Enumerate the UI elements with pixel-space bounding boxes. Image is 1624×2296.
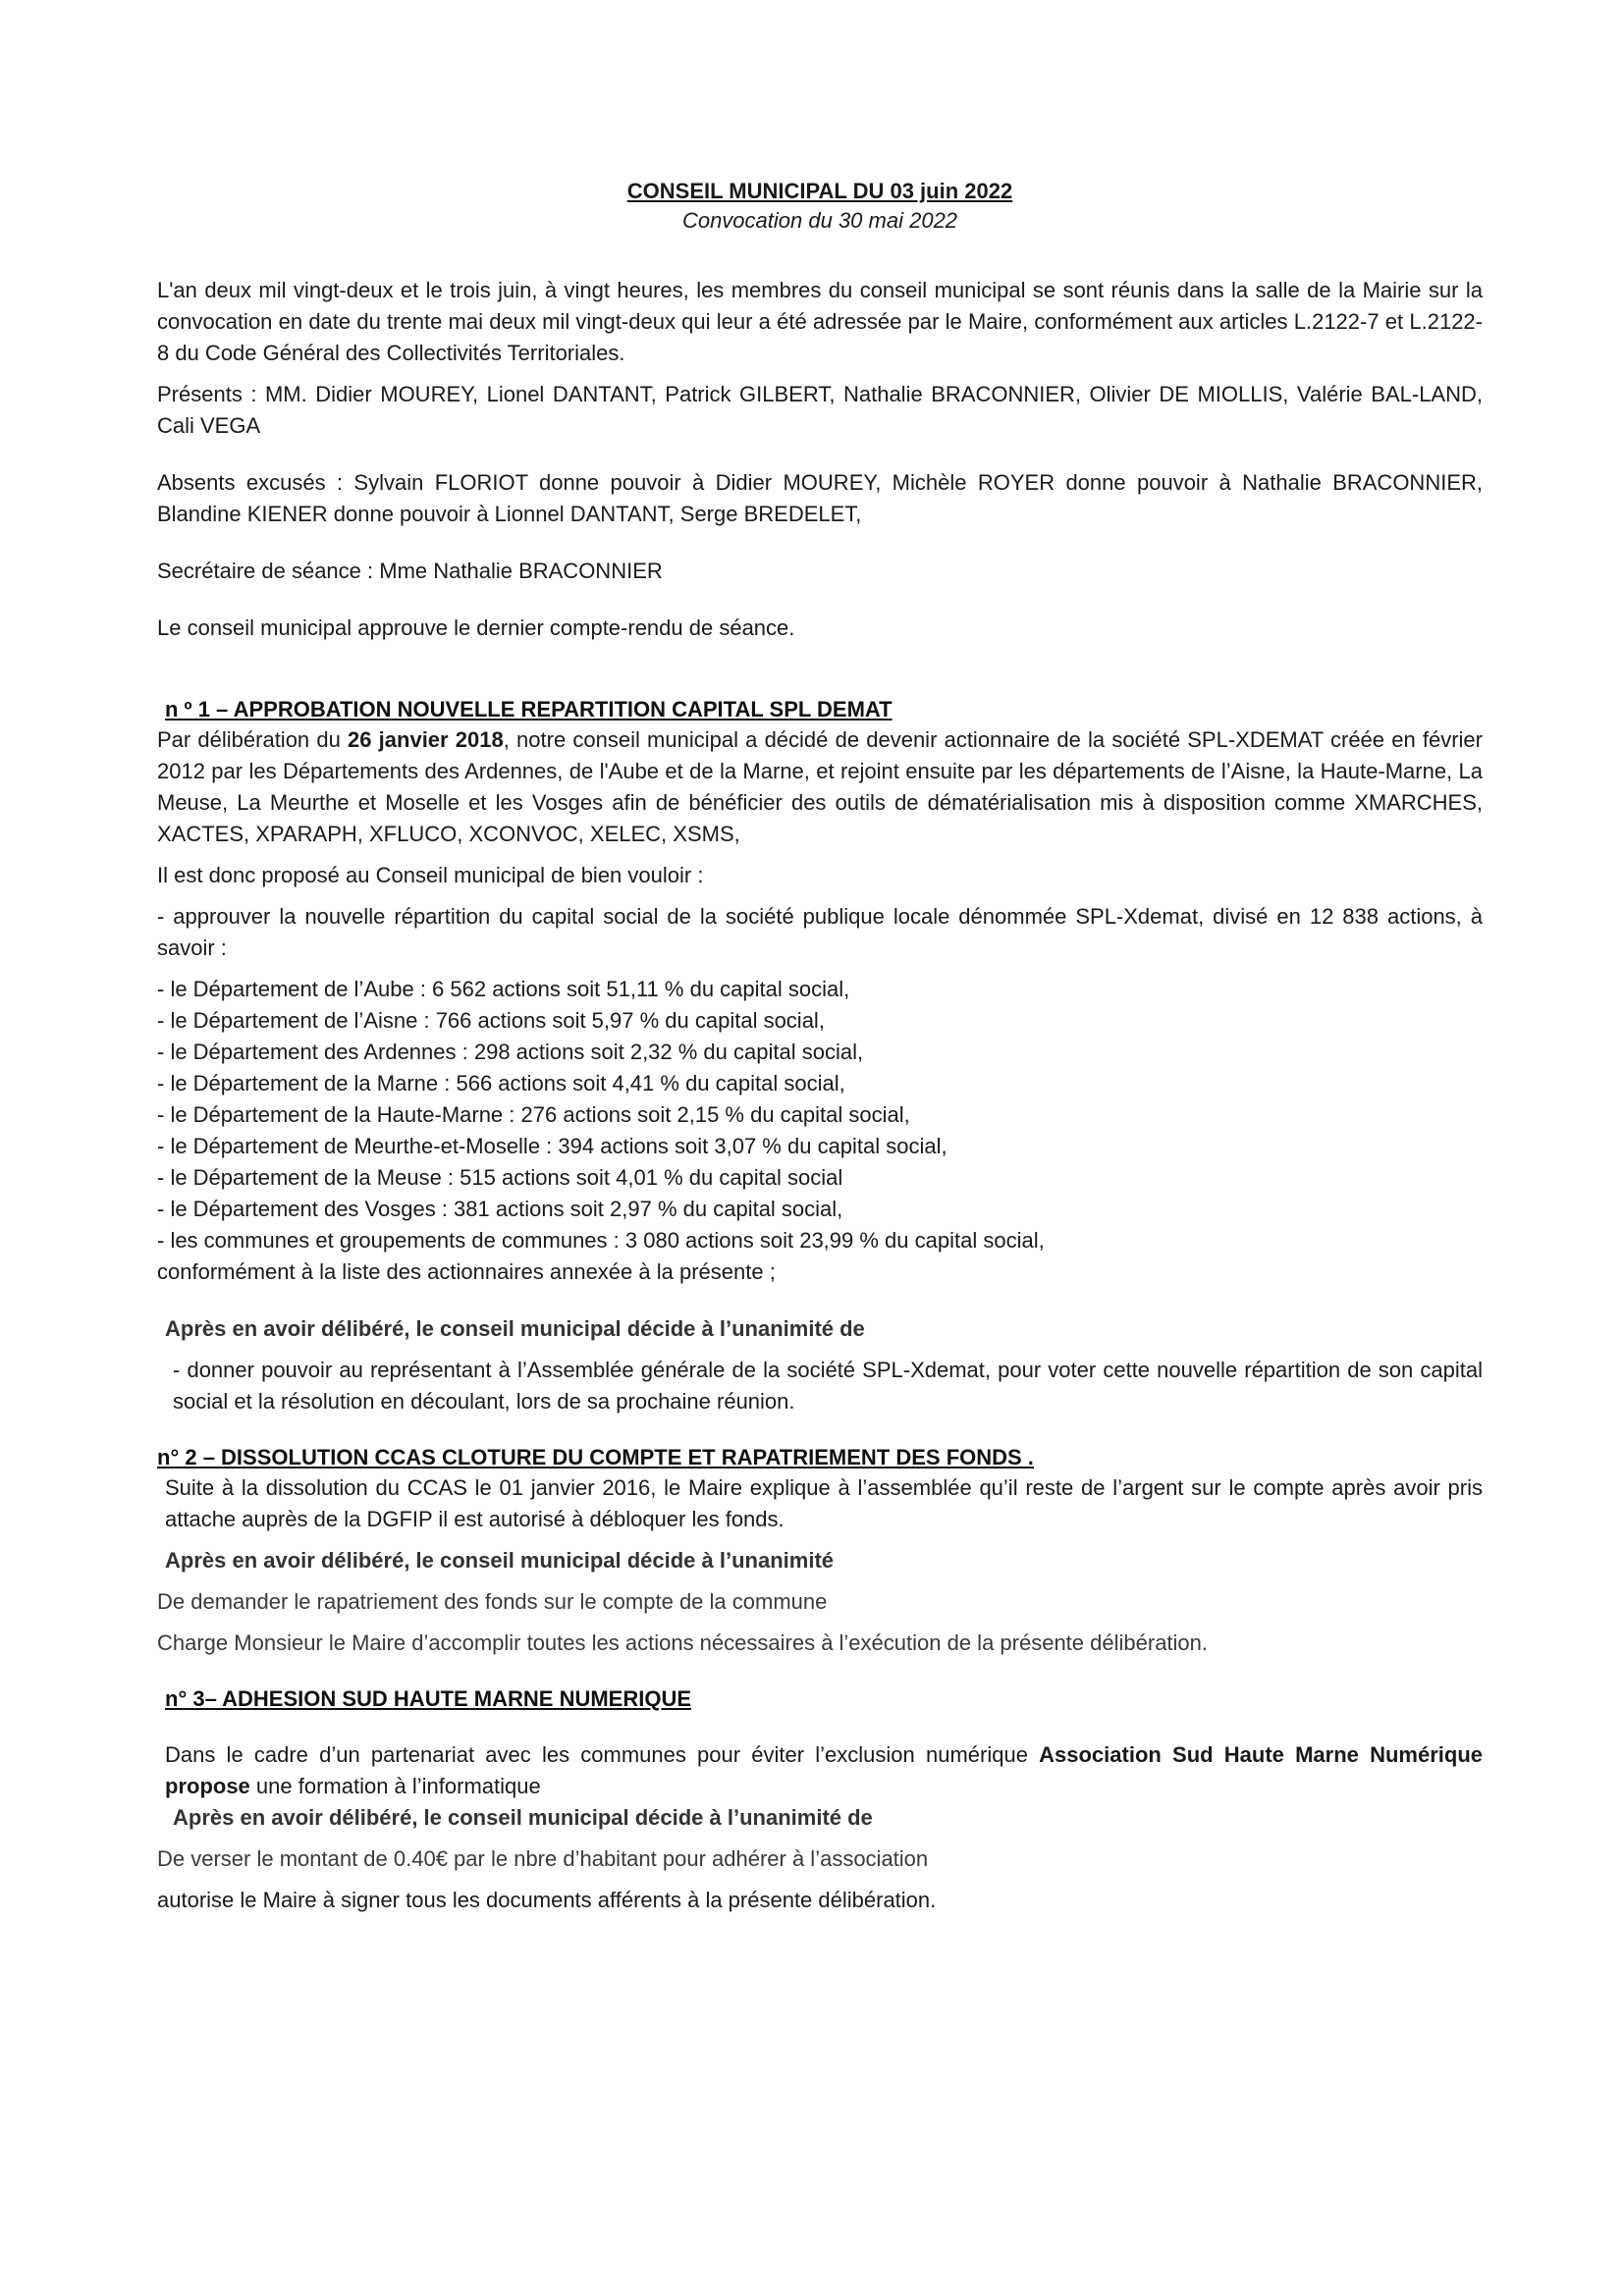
item1-approve: - approuver la nouvelle répartition du capital social de la société publique locale dénommée SPL-Xdemat, divisé en 12 838 actions, à savoir : (157, 904, 1483, 960)
intro-absents: Absents excusés : Sylvain FLORIOT donne pouvoir à Didier MOUREY, Michèle ROYER donne pouvoir à Nathalie BRACONNIER, Blandine KIENER donne pouvoir à Lionnel DANTANT, Serge BREDELET, (157, 470, 1483, 526)
item3-decision: Après en avoir délibéré, le conseil municipal décide à l’unanimité de (173, 1805, 873, 1830)
list-item: - le Département de l’Aube : 6 562 actions soit 51,11 % du capital social, (157, 977, 850, 1001)
item2-decision: Après en avoir délibéré, le conseil municipal décide à l’unanimité (165, 1548, 835, 1573)
item3-para-after: une formation à l’informatique (249, 1774, 541, 1798)
item1-action: - donner pouvoir au représentant à l’Assemblée générale de la société SPL-Xdemat, pour voter cette nouvelle répartition de son capital social et la résolution en découlant, lors de sa prochaine réunion. (173, 1358, 1483, 1414)
item1-paragraph (157, 724, 1483, 850)
list-item: - le Département de Meurthe-et-Moselle : 394 actions soit 3,07 % du capital social, (157, 1134, 947, 1158)
item3-action-1: De verser le montant de 0.40€ par le nbre d’habitant pour adhérer à l’association (157, 1846, 929, 1871)
document-title: CONSEIL MUNICIPAL DU 03 juin 2022 (626, 179, 1013, 203)
item3-paragraph (157, 1739, 1483, 1802)
intro-secretary: Secrétaire de séance : Mme Nathalie BRACONNIER (157, 559, 663, 583)
intro-opening: L'an deux mil vingt-deux et le trois juin, à vingt heures, les membres du conseil municipal se sont réunis dans la salle de la Mairie sur la convocation en date du trente mai deux mil vingt-deux qui leur a été adressée par le Maire, conformément aux articles L.2122-7 et L.2122-8 du Code Général des Collectivités Territoriales. (157, 278, 1483, 365)
item1-heading: n º 1 – APPROBATION NOUVELLE REPARTITION CAPITAL SPL DEMAT (165, 697, 893, 721)
item3-action-2: autorise le Maire à signer tous les documents afférents à la présente délibération. (157, 1888, 937, 1912)
item1-share-list (157, 974, 1483, 1288)
intro-presents: Présents : MM. Didier MOUREY, Lionel DANTANT, Patrick GILBERT, Nathalie BRACONNIER, Olivier DE MIOLLIS, Valérie BAL-LAND, Cali VEGA (157, 382, 1483, 438)
item1-para-before: Par délibération du (157, 727, 349, 752)
list-item: conformément à la liste des actionnaires annexée à la présente ; (157, 1259, 776, 1284)
item1-proposal: Il est donc proposé au Conseil municipal de bien vouloir : (157, 863, 704, 887)
item1-para-after: , notre conseil municipal a décidé de devenir actionnaire de la société SPL-XDEMAT créée en février 2012 par les Départements des Ardennes, de l'Aube et de la Marne, et rejoint ensuite par les départements de l’Aisne, la Haute-Marne, La Meuse, La Meurthe et Moselle et les Vosges afin de bénéficier des outils de dématérialisation mis à disposition comme XMARCHES, XACTES, XPARAPH, XFLUCO, XCONVOC, XELEC, XSMS, (157, 727, 1483, 846)
list-item: - les communes et groupements de communes : 3 080 actions soit 23,99 % du capital social, (157, 1228, 1045, 1253)
document-page (157, 177, 1483, 1916)
list-item: - le Département de la Marne : 566 actions soit 4,41 % du capital social, (157, 1071, 845, 1095)
list-item: - le Département de la Meuse : 515 actions soit 4,01 % du capital social (157, 1165, 843, 1190)
item2-paragraph: Suite à la dissolution du CCAS le 01 janvier 2016, le Maire explique à l’assemblée qu’il reste de l’argent sur le compte après avoir pris attache auprès de la DGFIP il est autorisé à débloquer les fonds. (165, 1475, 1483, 1531)
list-item: - le Département de l’Aisne : 766 actions soit 5,97 % du capital social, (157, 1008, 825, 1033)
item3-para-bold: Association Sud Haute Marne Numérique propose (165, 1742, 1483, 1798)
intro-approval: Le conseil municipal approuve le dernier compte-rendu de séance. (157, 615, 795, 640)
item2-action-1: De demander le rapatriement des fonds sur le compte de la commune (157, 1589, 828, 1614)
item2-action-2: Charge Monsieur le Maire d’accomplir toutes les actions nécessaires à l’exécution de la présente délibération. (157, 1630, 1209, 1655)
document-subtitle: Convocation du 30 mai 2022 (681, 208, 958, 233)
item3-para-before: Dans le cadre d’un partenariat avec les communes pour éviter l’exclusion numérique (165, 1742, 1040, 1767)
list-item: - le Département des Ardennes : 298 actions soit 2,32 % du capital social, (157, 1040, 864, 1064)
item3-heading: n° 3– ADHESION SUD HAUTE MARNE NUMERIQUE (165, 1686, 692, 1711)
item1-para-date: 26 janvier 2018 (348, 727, 504, 752)
item1-decision: Après en avoir délibéré, le conseil municipal décide à l’unanimité de (165, 1316, 865, 1341)
list-item: - le Département de la Haute-Marne : 276 actions soit 2,15 % du capital social, (157, 1102, 910, 1127)
list-item: - le Département des Vosges : 381 actions soit 2,97 % du capital social, (157, 1197, 843, 1221)
item2-heading: n° 2 – DISSOLUTION CCAS CLOTURE DU COMPTE ET RAPATRIEMENT DES FONDS . (157, 1445, 1034, 1469)
